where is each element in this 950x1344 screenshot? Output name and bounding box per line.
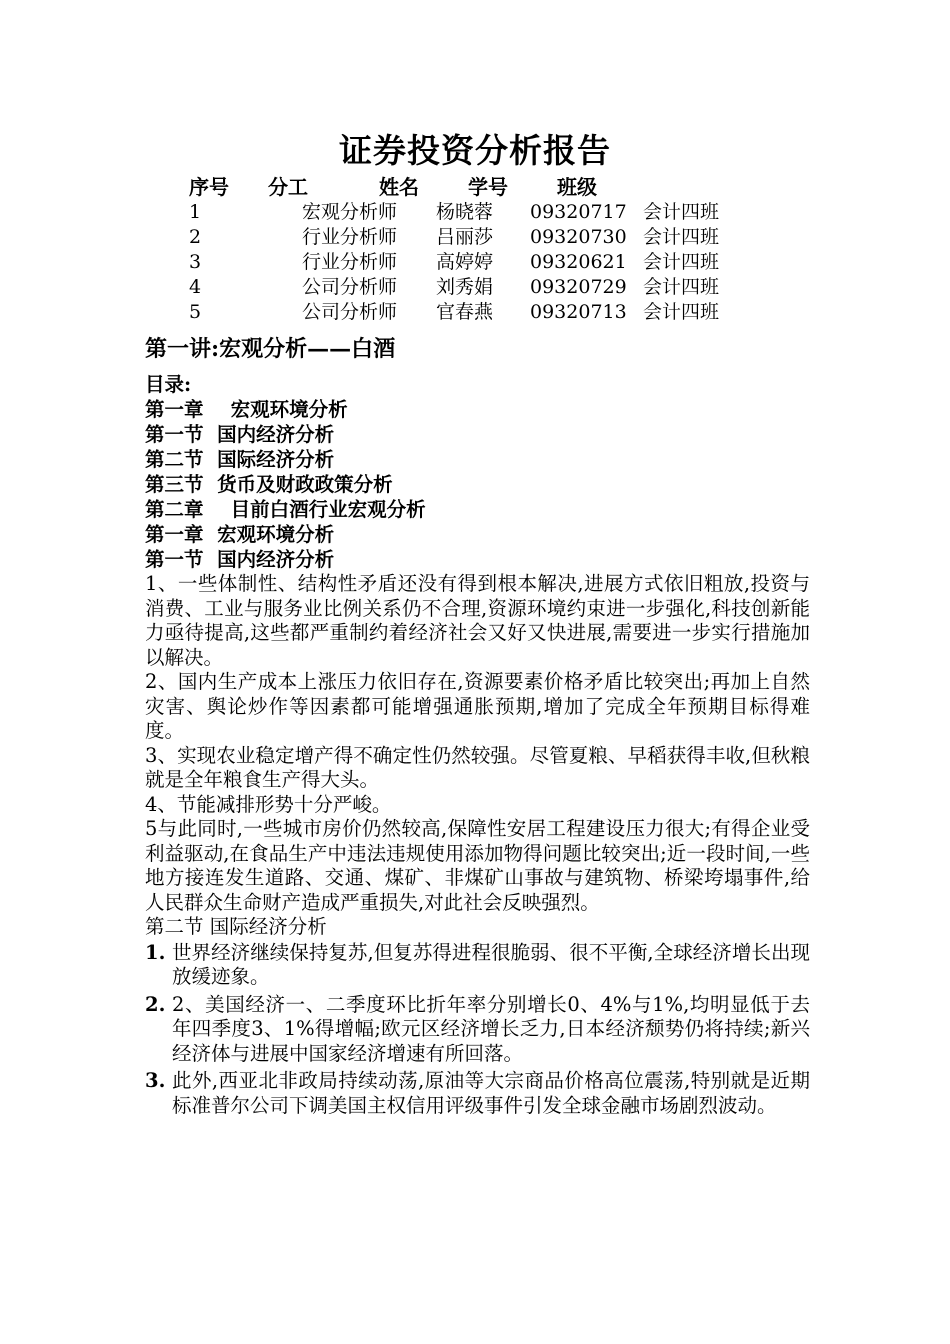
paragraph: 5与此同时,一些城市房价仍然较高,保障性安居工程建设压力很大;有得企业受利益驱动,在食品生产中违法违规使用添加物得问题比较突出;近一段时间,一些地方接连发生道路、交通、煤矿、非煤矿山事故与建筑物、桥梁垮塌事件,给人民群众生命财产造成严重损失,对此社会反映强烈。 (145, 817, 810, 914)
header-index: 序号 (189, 175, 229, 199)
member-class: 会计四班 (643, 251, 720, 273)
list-item-text: 世界经济继续保持复苏,但复苏得进程很脆弱、很不平衡,全球经济增长出现放缓迹象。 (172, 940, 810, 988)
list-number: 1. (145, 940, 166, 964)
list-item (145, 941, 810, 990)
paragraph: 4、节能减排形势十分严峻。 (145, 792, 392, 816)
member-student-id: 09320717 (530, 201, 627, 223)
member-class: 会计四班 (643, 276, 720, 298)
toc-entry: 第一章 宏观环境分析 (145, 523, 335, 546)
member-index: 5 (189, 301, 202, 323)
member-index: 4 (189, 276, 202, 298)
list-item (145, 993, 810, 1067)
header-student-id: 学号 (468, 175, 508, 199)
member-class: 会计四班 (643, 301, 720, 323)
member-index: 2 (189, 226, 202, 248)
member-role: 行业分析师 (302, 251, 398, 273)
paragraph: 2、国内生产成本上涨压力依旧存在,资源要素价格矛盾比较突出;再加上自然灾害、舆论炒作等因素都可能增强通胀预期,增加了完成全年预期目标得难度。 (145, 670, 810, 742)
team-row (0, 225, 950, 250)
toc-entry: 第一节 国内经济分析 (145, 423, 335, 446)
member-student-id: 09320730 (530, 226, 627, 248)
list-number: 2. (145, 992, 166, 1016)
member-role: 宏观分析师 (302, 201, 398, 223)
member-student-id: 09320729 (530, 276, 627, 298)
member-role: 公司分析师 (302, 301, 398, 323)
lecture-title: 第一讲:宏观分析——白酒 (145, 336, 396, 362)
list-item (145, 1069, 810, 1118)
member-role: 公司分析师 (302, 276, 398, 298)
list-item-text: 2、美国经济一、二季度环比折年率分别增长0、4%与1%,均明显低于去年四季度3、1%得增幅;欧元区经济增长乏力,日本经济颓势仍将持续;新兴经济体与进展中国家经济增速有所回落。 (172, 992, 810, 1065)
header-class: 班级 (557, 175, 597, 199)
list-number: 3. (145, 1069, 166, 1092)
table-of-contents (145, 372, 825, 572)
toc-entry: 第二章 目前白酒行业宏观分析 (145, 498, 426, 521)
team-row (0, 275, 950, 300)
member-name: 官春燕 (436, 301, 494, 323)
member-student-id: 09320621 (530, 251, 627, 273)
member-name: 刘秀娟 (436, 276, 494, 298)
document-title: 证券投资分析报告 (339, 131, 611, 170)
team-table-header (0, 172, 950, 202)
member-name: 吕丽莎 (436, 226, 494, 248)
toc-entry: 第一章 宏观环境分析 (145, 398, 348, 421)
team-row (0, 300, 950, 325)
section-heading: 第二节 国际经济分析 (145, 915, 327, 938)
member-class: 会计四班 (643, 201, 720, 223)
member-name: 杨晓蓉 (436, 201, 494, 223)
numbered-list (145, 941, 810, 1119)
team-row (0, 200, 950, 225)
list-item-text: 此外,西亚北非政局持续动荡,原油等大宗商品价格高位震荡,特别就是近期标准普尔公司下调美国主权信用评级事件引发全球金融市场剧烈波动。 (172, 1069, 810, 1117)
member-index: 3 (189, 251, 202, 273)
header-name: 姓名 (379, 175, 419, 199)
team-row (0, 250, 950, 275)
header-role: 分工 (268, 175, 308, 199)
member-name: 高婷婷 (436, 251, 494, 273)
toc-entry: 第三节 货币及财政政策分析 (145, 473, 393, 496)
member-class: 会计四班 (643, 226, 720, 248)
paragraph: 3、实现农业稳定增产得不确定性仍然较强。尽管夏粮、早稻获得丰收,但秋粮就是全年粮食生产得大头。 (145, 743, 810, 791)
toc-entry: 第二节 国际经济分析 (145, 448, 335, 471)
paragraph: 1、一些体制性、结构性矛盾还没有得到根本解决,进展方式依旧粗放,投资与消费、工业与服务业比例关系仍不合理,资源环境约束进一步强化,科技创新能力亟待提高,这些都严重制约着经济社会又好又快进展,需要进一步实行措施加以解决。 (145, 572, 810, 669)
member-role: 行业分析师 (302, 226, 398, 248)
member-student-id: 09320713 (530, 301, 627, 323)
body-text (145, 572, 810, 1121)
toc-entry: 第一节 国内经济分析 (145, 548, 335, 571)
toc-label: 目录: (145, 373, 192, 396)
member-index: 1 (189, 201, 202, 223)
